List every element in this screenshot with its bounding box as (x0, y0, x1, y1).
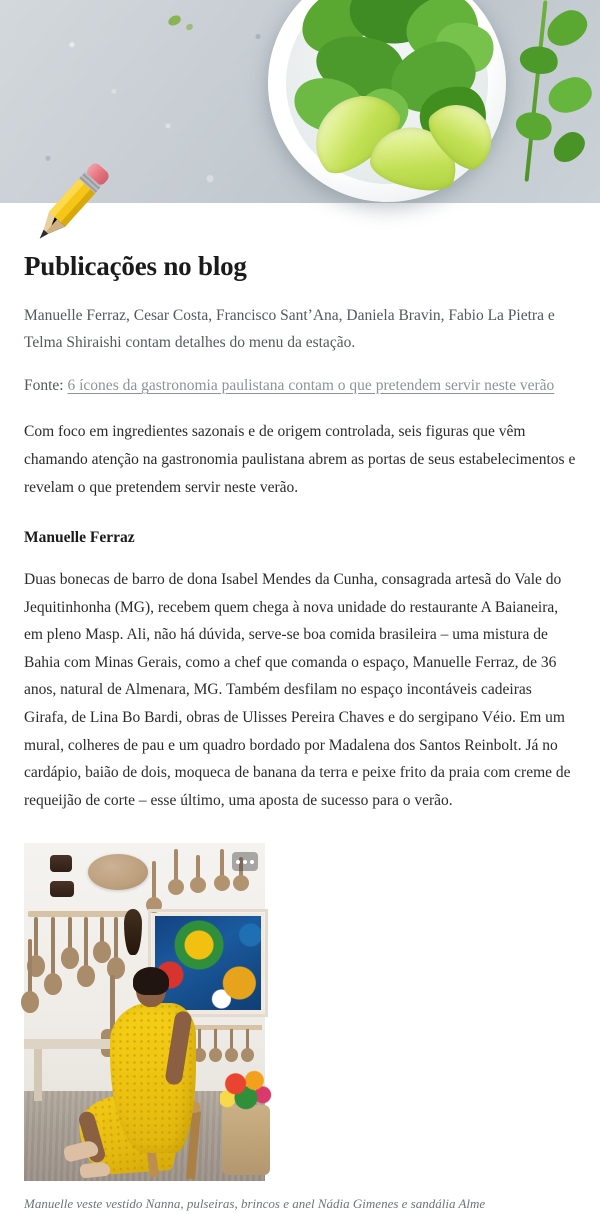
cilantro-fleck-icon (167, 14, 182, 27)
cilantro-leaf (542, 5, 593, 50)
hanging-spoon (174, 849, 178, 883)
hanging-spoon (34, 917, 38, 961)
source-link[interactable]: 6 ícones da gastronomia paulistana contam o que pretendem servir neste verão (67, 376, 555, 394)
cilantro-fleck-icon (185, 23, 194, 31)
straw-basket (222, 1105, 270, 1175)
section-heading-manuelle-ferraz: Manuelle Ferraz (24, 529, 135, 547)
hanging-spoon (100, 917, 104, 947)
photo-overflow-menu-button[interactable] (232, 852, 258, 871)
ellipsis-dot (243, 860, 247, 864)
intro-paragraph: Com foco em ingredientes sazonais e de origem controlada, seis figuras que vêm chamando atenção na gastronomia paulistana abrem as portas de seus estabelecimentos e revelam o que pretendem servir neste verão. (24, 423, 576, 496)
hanging-spoon (214, 1029, 217, 1053)
hero-banner (0, 0, 600, 203)
source-label: Fonte: (24, 376, 64, 394)
body-paragraph: Duas bonecas de barro de dona Isabel Mendes da Cunha, consagrada artesã do Vale do Jequitinhonha (MG), recebem quem chega à nova unidade do restaurante A Baianeira, em pleno Masp. Ali, não há dúvida, serve-se boa comida brasileira – uma mistura de Bahia com Minas Gerais, como a chef que comanda o espaço, Manuelle Ferraz, de 36 anos, natural de Almenara, MG. Também desfilam no espaço incontáveis cadeiras Girafa, de Lina Bo Bardi, obras de Ulisses Pereira Chaves e do sergipano Véio. Em um mural, colheres de pau e um quadro bordado por Madalena dos Santos Reinbolt. Já no cardápio, baião de dois, moqueca de banana da terra e peixe frito da praia com creme de requeijão de corte – esse último, uma aposta de sucesso para o verão. (24, 571, 571, 809)
hanging-spoon (230, 1029, 233, 1053)
hanging-spoon (152, 861, 156, 901)
carved-cylinder (50, 855, 72, 872)
article-body (0, 250, 600, 1214)
figure-photo[interactable] (24, 843, 265, 1181)
hanging-spoon (246, 1029, 249, 1053)
hanging-spoon (114, 917, 118, 963)
flower-bouquet (220, 1067, 272, 1115)
hanging-spoon (220, 849, 224, 879)
cilantro-leaf (548, 127, 590, 167)
bench-leg (34, 1049, 42, 1101)
article-figure (24, 843, 576, 1214)
hanging-spoon (28, 939, 32, 997)
hero-photo (0, 0, 600, 203)
source-line (24, 373, 576, 400)
hanging-spoon (198, 1029, 201, 1053)
ellipsis-dot (236, 860, 240, 864)
hanging-spoon (84, 917, 88, 971)
hanging-spoon (68, 917, 72, 953)
ellipsis-dot (250, 860, 254, 864)
painting-frame (148, 909, 268, 1017)
page-title: Publicações no blog (24, 251, 247, 281)
hanging-spoon (51, 917, 55, 979)
white-bowl (268, 0, 506, 202)
bowl-interior (286, 0, 488, 184)
article-deck: Manuelle Ferraz, Cesar Costa, Francisco Sant’Ana, Daniela Bravin, Fabio La Pietra e Telma Shiraishi contam detalhes do menu da estação. (24, 307, 555, 352)
figure-caption: Manuelle veste vestido Nanna, pulseiras, brincos e anel Nádia Gimenes e sandália Alme (24, 1196, 486, 1212)
carved-cylinder (50, 881, 74, 897)
cilantro-stem (524, 0, 547, 181)
hanging-spoon (196, 855, 200, 881)
cilantro-leaf (512, 106, 557, 147)
hair (133, 967, 169, 995)
cilantro-leaf (517, 41, 562, 79)
cilantro-leaf (545, 74, 594, 115)
